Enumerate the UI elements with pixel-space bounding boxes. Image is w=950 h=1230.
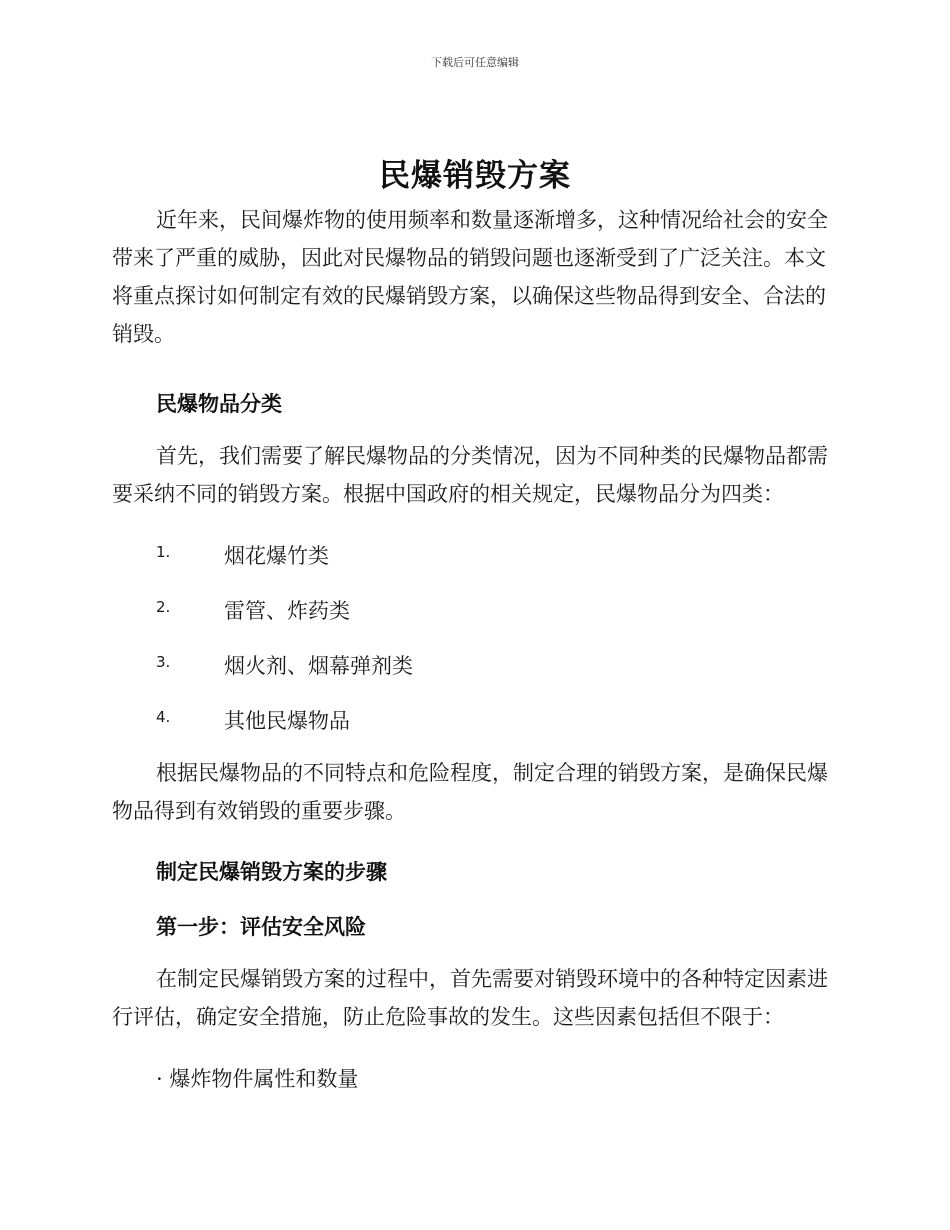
list-text: 雷管、炸药类 [224,599,350,623]
step1-paragraph: 在制定民爆销毁方案的过程中，首先需要对销毁环境中的各种特定因素进行评估，确定安全措施，防止危险事故的发生。这些因素包括但不限于： [112,967,828,1029]
list-number: 3. [156,653,171,671]
list-number: 4. [156,708,171,726]
classification-paragraph: 首先，我们需要了解民爆物品的分类情况，因为不同种类的民爆物品都需要采纳不同的销毁方案。根据中国政府的相关规定，民爆物品分为四类： [112,444,828,506]
header-note: 下载后可任意编辑 [431,56,519,69]
classification-closing-paragraph: 根据民爆物品的不同特点和危险程度，制定合理的销毁方案，是确保民爆物品得到有效销毁的重要步骤。 [112,761,828,823]
section-heading-steps: 制定民爆销毁方案的步骤 [156,860,387,884]
page-title: 民爆销毁方案 [379,158,571,194]
bullet-item: · 爆炸物件属性和数量 [156,1067,359,1091]
intro-paragraph: 近年来，民间爆炸物的使用频率和数量逐渐增多，这种情况给社会的安全带来了严重的威胁，因此对民爆物品的销毁问题也逐渐受到了广泛关注。本文将重点探讨如何制定有效的民爆销毁方案，以确保这些物品得到安全、合法的销毁。 [112,208,828,346]
list-number: 1. [156,543,171,561]
section-heading-classification: 民爆物品分类 [156,392,282,416]
list-number: 2. [156,598,171,616]
step1-heading: 第一步：评估安全风险 [156,915,366,939]
list-text: 烟花爆竹类 [224,544,329,568]
list-text: 其他民爆物品 [224,709,350,733]
list-text: 烟火剂、烟幕弹剂类 [224,654,413,678]
